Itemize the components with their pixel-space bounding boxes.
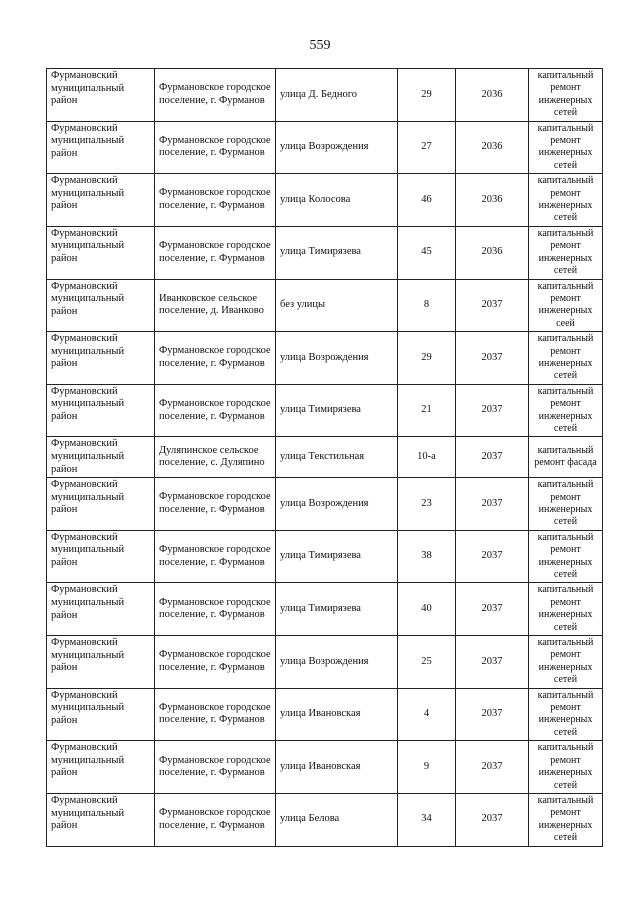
district-text: Фурмановский муниципальный район	[51, 531, 125, 568]
district-text: Фурмановский муниципальный район	[51, 175, 125, 212]
work-type-text: капитальный ремонт инженерных сетей	[537, 689, 594, 738]
district-cell	[47, 530, 155, 583]
work-type-cell	[529, 121, 603, 174]
settlement-cell	[155, 279, 276, 332]
planned-year-text: 2036	[481, 193, 503, 205]
settlement-text: Фурмановское городское поселение, г. Фурманов	[159, 397, 271, 422]
work-type-cell	[529, 384, 603, 437]
table-row	[47, 478, 603, 531]
district-text: Фурмановский муниципальный район	[51, 479, 125, 516]
table-row	[47, 384, 603, 437]
settlement-cell	[155, 478, 276, 531]
house-number-text: 23	[421, 497, 432, 509]
settlement-cell	[155, 69, 276, 122]
work-type-text: капитальный ремонт инженерных сетей	[537, 122, 594, 171]
settlement-text: Фурмановское городское поселение, г. Фурманов	[159, 807, 271, 831]
settlement-text: Фурмановское городское поселение, г. Фурманов	[159, 134, 271, 159]
house-number-text: 29	[421, 351, 432, 363]
planned-year-text: 2036	[481, 88, 503, 100]
settlement-cell	[155, 332, 276, 385]
work-type-cell	[529, 530, 603, 583]
settlement-cell	[155, 226, 276, 279]
street-text: улица Д. Бедного	[280, 88, 358, 100]
house-number-cell	[398, 174, 456, 227]
district-text: Фурмановский муниципальный район	[51, 227, 125, 265]
district-cell	[47, 384, 155, 437]
district-cell	[47, 741, 155, 794]
street-cell	[276, 69, 398, 122]
planned-year-cell	[456, 636, 529, 689]
settlement-cell	[155, 793, 276, 846]
table-row	[47, 121, 603, 174]
planned-year-text: 2037	[481, 655, 503, 667]
page-number: 559	[309, 38, 331, 53]
table-row	[47, 174, 603, 227]
planned-year-cell	[456, 583, 529, 636]
planned-year-text: 2037	[481, 351, 503, 363]
planned-year-cell	[456, 530, 529, 583]
street-text: улица Колосова	[280, 193, 351, 205]
planned-year-text: 2037	[481, 602, 503, 614]
work-type-cell	[529, 583, 603, 636]
street-cell	[276, 226, 398, 279]
settlement-cell	[155, 741, 276, 794]
district-cell	[47, 478, 155, 531]
work-type-text: капитальный ремонт инженерных сетей	[537, 584, 594, 633]
planned-year-cell	[456, 279, 529, 332]
settlement-text: Фурмановское городское поселение, г. Фурманов	[159, 544, 271, 568]
settlement-cell	[155, 384, 276, 437]
settlement-cell	[155, 437, 276, 478]
work-type-text: капитальный ремонт инженерных сеей	[537, 280, 594, 329]
settlement-text: Фурмановское городское поселение, г. Фурманов	[159, 82, 271, 106]
settlement-text: Фурмановское городское поселение, г. Фурманов	[159, 491, 271, 515]
work-type-cell	[529, 174, 603, 227]
house-number-cell	[398, 332, 456, 385]
street-cell	[276, 121, 398, 174]
house-number-cell	[398, 530, 456, 583]
settlement-text: Фурмановское городское поселение, г. Фурманов	[159, 187, 271, 212]
settlement-cell	[155, 530, 276, 583]
work-type-cell	[529, 437, 603, 478]
district-text: Фурмановский муниципальный район	[51, 742, 125, 779]
street-cell	[276, 636, 398, 689]
street-text: улица Ивановская	[280, 760, 361, 772]
work-type-text: капитальный ремонт инженерных сетей	[537, 531, 594, 580]
table-row	[47, 530, 603, 583]
house-number-cell	[398, 437, 456, 478]
house-number-cell	[398, 478, 456, 531]
planned-year-text: 2037	[481, 404, 503, 416]
planned-year-cell	[456, 226, 529, 279]
table-row	[47, 69, 603, 122]
planned-year-cell	[456, 478, 529, 531]
street-cell	[276, 437, 398, 478]
work-type-cell	[529, 279, 603, 332]
street-text: улица Возрождения	[280, 351, 369, 363]
work-type-text: капитальный ремонт инженерных сетей	[537, 479, 594, 528]
house-number-text: 40	[421, 602, 432, 614]
street-text: улица Тимирязева	[280, 246, 361, 258]
house-number-text: 4	[423, 708, 430, 720]
district-text: Фурмановский муниципальный район	[51, 689, 125, 726]
district-text: Фурмановский муниципальный район	[51, 794, 125, 832]
settlement-text: Фурмановское городское поселение, г. Фурманов	[159, 596, 271, 621]
planned-year-cell	[456, 793, 529, 846]
work-type-text: капитальный ремонт инженерных сетей	[537, 794, 594, 844]
district-cell	[47, 226, 155, 279]
work-type-text: капитальный ремонт инженерных сетей	[537, 742, 594, 791]
work-type-cell	[529, 332, 603, 385]
planned-year-text: 2037	[481, 550, 503, 562]
house-number-text: 45	[421, 246, 432, 258]
district-cell	[47, 332, 155, 385]
table-row	[47, 332, 603, 385]
house-number-cell	[398, 121, 456, 174]
settlement-text: Фурмановское городское поселение, г. Фурманов	[159, 345, 271, 369]
street-text: улица Текстильная	[280, 450, 365, 462]
district-text: Фурмановский муниципальный район	[51, 637, 125, 674]
table-row	[47, 741, 603, 794]
street-text: улица Возрождения	[280, 497, 369, 509]
housing-repair-table	[46, 68, 603, 847]
district-text: Фурмановский муниципальный район	[51, 385, 125, 422]
street-text: улица Тимирязева	[280, 550, 361, 562]
work-type-text: капитальный ремонт фасада	[534, 444, 597, 469]
house-number-text: 10-а	[417, 450, 436, 462]
house-number-cell	[398, 688, 456, 741]
house-number-cell	[398, 69, 456, 122]
settlement-cell	[155, 636, 276, 689]
house-number-text: 46	[421, 193, 432, 205]
table-row	[47, 437, 603, 478]
street-cell	[276, 688, 398, 741]
work-type-text: капитальный ремонт инженерных сетей	[537, 70, 594, 119]
district-cell	[47, 69, 155, 122]
work-type-cell	[529, 741, 603, 794]
district-cell	[47, 583, 155, 636]
house-number-cell	[398, 741, 456, 794]
table-row	[47, 583, 603, 636]
house-number-cell	[398, 793, 456, 846]
work-type-text: капитальный ремонт инженерных сетей	[537, 637, 594, 686]
work-type-text: капитальный ремонт инженерных сетей	[537, 385, 594, 434]
street-cell	[276, 583, 398, 636]
house-number-cell	[398, 384, 456, 437]
settlement-cell	[155, 583, 276, 636]
work-type-text: капитальный ремонт инженерных сетей	[537, 227, 594, 277]
house-number-text: 8	[423, 299, 430, 311]
house-number-cell	[398, 583, 456, 636]
work-type-text: капитальный ремонт инженерных сетей	[537, 333, 594, 382]
settlement-text: Фурмановское городское поселение, г. Фурманов	[159, 754, 271, 779]
planned-year-cell	[456, 121, 529, 174]
work-type-cell	[529, 478, 603, 531]
planned-year-text: 2037	[481, 450, 503, 462]
planned-year-cell	[456, 437, 529, 478]
house-number-text: 29	[421, 88, 432, 100]
street-cell	[276, 793, 398, 846]
street-cell	[276, 741, 398, 794]
work-type-cell	[529, 636, 603, 689]
district-cell	[47, 279, 155, 332]
street-text: без улицы	[280, 299, 326, 311]
table-row	[47, 688, 603, 741]
house-number-text: 21	[421, 404, 432, 416]
house-number-text: 27	[421, 141, 432, 153]
house-number-text: 38	[421, 550, 432, 562]
street-text: улица Возрождения	[280, 655, 369, 667]
district-text: Фурмановский муниципальный район	[51, 280, 125, 317]
planned-year-text: 2036	[481, 246, 503, 258]
district-cell	[47, 636, 155, 689]
street-cell	[276, 279, 398, 332]
street-text: улица Тимирязева	[280, 404, 361, 416]
table-row	[47, 793, 603, 846]
street-text: улица Тимирязева	[280, 602, 361, 614]
table-body	[47, 69, 603, 847]
table-row	[47, 226, 603, 279]
street-cell	[276, 332, 398, 385]
planned-year-cell	[456, 688, 529, 741]
work-type-cell	[529, 226, 603, 279]
work-type-cell	[529, 688, 603, 741]
district-cell	[47, 793, 155, 846]
planned-year-cell	[456, 69, 529, 122]
street-cell	[276, 478, 398, 531]
house-number-cell	[398, 279, 456, 332]
house-number-text: 9	[423, 760, 430, 772]
table-row	[47, 279, 603, 332]
street-text: улица Возрождения	[280, 141, 369, 153]
planned-year-text: 2036	[481, 141, 503, 153]
district-text: Фурмановский муниципальный район	[51, 70, 125, 107]
planned-year-text: 2037	[481, 299, 503, 311]
house-number-cell	[398, 636, 456, 689]
planned-year-cell	[456, 174, 529, 227]
street-text: улица Ивановская	[280, 708, 361, 720]
planned-year-cell	[456, 384, 529, 437]
street-cell	[276, 174, 398, 227]
street-cell	[276, 530, 398, 583]
settlement-cell	[155, 688, 276, 741]
house-number-text: 34	[421, 813, 432, 825]
house-number-cell	[398, 226, 456, 279]
district-cell	[47, 688, 155, 741]
planned-year-text: 2037	[481, 708, 503, 720]
work-type-cell	[529, 793, 603, 846]
work-type-cell	[529, 69, 603, 122]
district-text: Фурмановский муниципальный район	[51, 438, 125, 475]
planned-year-text: 2037	[481, 813, 503, 825]
settlement-cell	[155, 121, 276, 174]
table-row	[47, 636, 603, 689]
street-cell	[276, 384, 398, 437]
settlement-text: Фурмановское городское поселение, г. Фурманов	[159, 240, 271, 264]
settlement-text: Фурмановское городское поселение, г. Фурманов	[159, 701, 271, 726]
district-cell	[47, 174, 155, 227]
district-text: Фурмановский муниципальный район	[51, 584, 125, 621]
planned-year-text: 2037	[481, 497, 503, 509]
district-text: Фурмановский муниципальный район	[51, 122, 125, 159]
settlement-cell	[155, 174, 276, 227]
planned-year-cell	[456, 332, 529, 385]
district-cell	[47, 437, 155, 478]
planned-year-text: 2037	[481, 760, 503, 772]
settlement-text: Иванковское сельское поселение, д. Иванково	[159, 292, 264, 317]
settlement-text: Дуляпинское сельское поселение, с. Дуляпино	[159, 444, 265, 469]
district-text: Фурмановский муниципальный район	[51, 333, 125, 370]
work-type-text: капитальный ремонт инженерных сетей	[537, 175, 594, 224]
street-text: улица Белова	[280, 813, 340, 825]
house-number-text: 25	[421, 655, 432, 667]
planned-year-cell	[456, 741, 529, 794]
district-cell	[47, 121, 155, 174]
settlement-text: Фурмановское городское поселение, г. Фурманов	[159, 649, 271, 673]
